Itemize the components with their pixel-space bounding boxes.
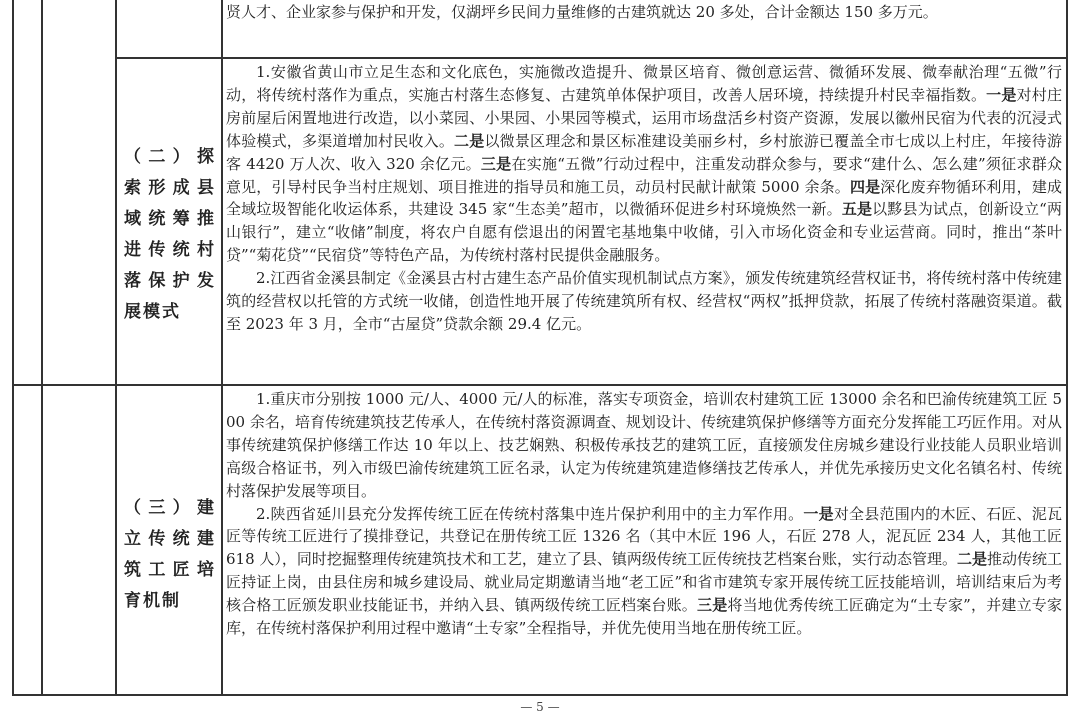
bold-marker: 四是 [849, 177, 881, 196]
text-segment: 推动传统工匠持证上岗，由县住房和城乡建设局、就业局定期邀请当地“老工匠”和省市建筑专家开展传统工匠技能培训，培训结束后为考核合格工匠颁发职业技能证书，并纳入县、镇两级传统工匠档案台账。 [226, 550, 1062, 615]
section-0-content [226, 1, 1062, 56]
text-segment: 以黟县为试点，创新设立“两山银行”，建立“收储”制度，将农户自愿有偿退出的闲置宅基地集中收储，引入市场化资金和专业运营商。同时，推出“茶叶贷”“菊花贷”“民宿贷”等特色产品，为传统村落村民提供金融服务。 [226, 200, 1062, 265]
table-row-divider [115, 57, 1067, 59]
text-segment: 1.重庆市分别按 1000 元/人、4000 元/人的标准，落实专项资金，培训农村建筑工匠 13000 余名和巴渝传统建筑工匠 500 余名，培育传统建筑技艺传承人，在传统村落资源调查、规划设计、传统建筑保护修缮等方面充分发挥能工巧匠作用。对从事传统建筑保护修缮工作达 10 年以上、技艺娴熟、积极传承技艺的建筑工匠，直接颁发住房城乡建设行业技能人员职业培训高级合格证书，列入市级巴渝传统建筑工匠名录，认定为传统建筑建造修缮技艺传承人，并优先承接历史文化名镇名村、传统村落保护发展等项目。 [226, 390, 1062, 500]
paragraph [226, 61, 1062, 267]
text-segment: 深化废弃物循环利用，建成全域垃圾智能化收运体系，共建设 345 家“生态美”超市，以微循环促进乡村环境焕然一新。 [226, 177, 1062, 219]
section-1-paragraphs [226, 61, 1062, 336]
bold-marker: 一是 [986, 85, 1017, 104]
section-1-category-cell [124, 142, 216, 342]
paragraph [226, 503, 1062, 640]
page-number: — 5 — [520, 700, 560, 714]
bold-marker: 二是 [956, 550, 987, 569]
bold-marker: 三是 [697, 596, 728, 615]
text-segment: 贤人才、企业家参与保护和开发，仅湖坪乡民间力量维修的古建筑就达 20 多处，合计金额达 150 多万元。 [226, 3, 938, 21]
table-border-left [12, 0, 14, 696]
text-segment: 对村庄房前屋后闲置地进行改造，以小菜园、小果园、小果园等模式，运用市场盘活乡村资产资源，发展以徽州民宿为代表的沉浸式体验模式，多渠道增加村民收入。 [226, 85, 1062, 150]
section-2-paragraphs [226, 388, 1062, 640]
table-border-right [1066, 0, 1068, 696]
table-border-bottom [12, 694, 1067, 696]
section-1-content [226, 61, 1062, 383]
section-2-category: （三）建立传统建筑工匠培育机制 [124, 498, 216, 611]
bold-marker: 二是 [454, 131, 485, 150]
table-column-divider [41, 0, 43, 696]
section-2-category-cell [124, 493, 216, 613]
table-column-divider [221, 0, 223, 696]
paragraph [226, 1, 1062, 24]
text-segment: 以微景区理念和景区标准建设美丽乡村，乡村旅游已覆盖全市七成以上村庄，年接待游客 4420 万人次、收入 320 余亿元。 [226, 131, 1062, 173]
section-0-paragraphs [226, 1, 1062, 24]
section-1-category: （二）探索形成县域统筹推进传统村落保护发展模式 [124, 147, 216, 322]
table-row-divider [12, 384, 1067, 386]
bold-marker: 五是 [841, 200, 873, 219]
bold-marker: 三是 [480, 154, 512, 173]
text-segment: 2.陕西省延川县充分发挥传统工匠在传统村落集中连片保护利用中的主力军作用。 [256, 504, 804, 523]
section-2-content [226, 388, 1062, 693]
text-segment: 2.江西省金溪县制定《金溪县古村古建生态产品价值实现机制试点方案》，颁发传统建筑经营权证书，将传统村落中传统建筑的经营权以托管的方式统一收储，创造性地开展了传统建筑所有权、经营权“两权”抵押贷款，拓展了传统村落融资渠道。截至 2023 年 3 月，全市“古屋贷”贷款余额 29.4 亿元。 [226, 269, 1062, 333]
paragraph [226, 267, 1062, 336]
paragraph [226, 388, 1062, 503]
bold-marker: 一是 [803, 504, 834, 523]
text-segment: 在实施“五微”行动过程中，注重发动群众参与，要求“建什么、怎么建”须征求群众意见，引导村民争当村庄规划、项目推进的指导员和施工员，动员村民献计献策 5000 余条。 [226, 154, 1062, 196]
text-segment: 对全县范围内的木匠、石匠、泥瓦匠等传统工匠进行了摸排登记，共登记在册传统工匠 1326 名（其中木匠 196 人，石匠 278 人，泥瓦匠 234 人，其他工匠 618 人），同时挖掘整理传统建筑技术和工艺，建立了县、镇两级传统工匠传统技艺档案台账，实行动态管理。 [226, 504, 1062, 569]
text-segment: 1.安徽省黄山市立足生态和文化底色，实施微改造提升、微景区培育、微创意运营、微循环发展、微奉献治理“五微”行动，将传统村落作为重点，实施古村落生态修复、古建筑单体保护项目，改善人居环境，持续提升村民幸福指数。 [226, 63, 1062, 104]
text-segment: 将当地优秀传统工匠确定为“土专家”，并建立专家库，在传统村落保护利用过程中邀请“土专家”全程指导，并优先使用当地在册传统工匠。 [226, 596, 1062, 638]
table-column-divider [115, 0, 117, 696]
